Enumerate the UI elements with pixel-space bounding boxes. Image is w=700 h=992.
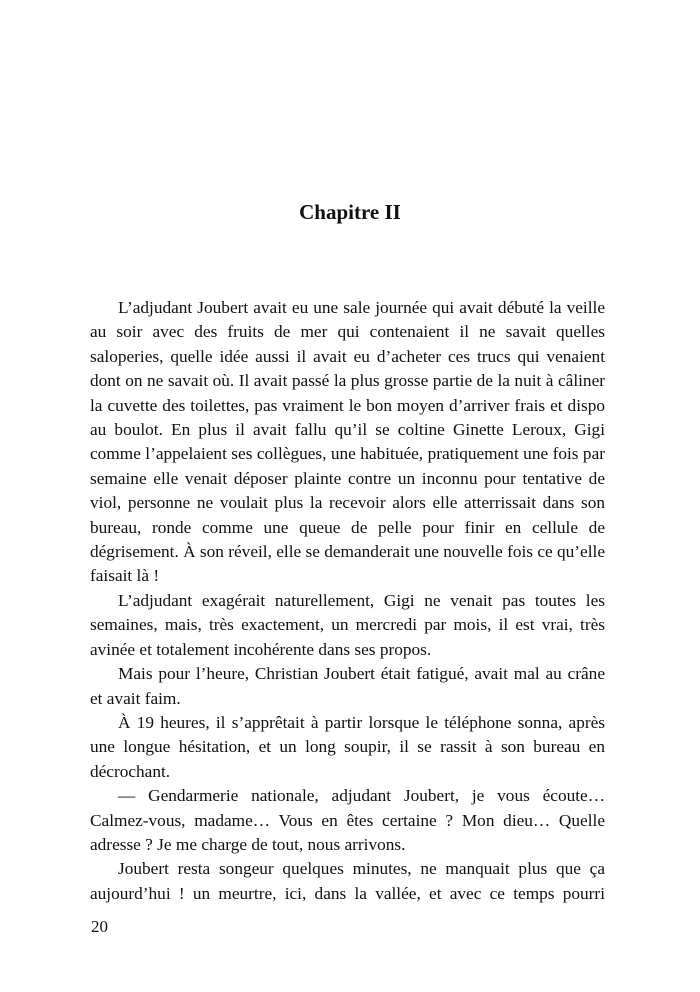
paragraph: À 19 heures, il s’apprêtait à partir lorsque le téléphone sonna, après une longue hésitation, et un long soupir, il se rassit à son bureau en décrochant. [90,712,605,781]
paragraph: Joubert resta songeur quelques minutes, ne manquait plus que ça aujourd’hui ! un meurtre, ici, dans la vallée, et avec ce temps pourri [90,859,605,903]
chapter-body [90,296,605,906]
paragraph: Mais pour l’heure, Christian Joubert était fatigué, avait mal au crâne et avait faim. [90,664,605,708]
paragraph: L’adjudant exagérait naturellement, Gigi ne venait pas toutes les semaines, mais, très exactement, un mercredi par mois, il est vrai, très avinée et totalement incohérente dans ses propos. [90,590,605,659]
paragraph: — Gendarmerie nationale, adjudant Joubert, je vous écoute… Calmez-vous, madame… Vous en êtes certaine ? Mon dieu… Quelle adresse ? Je me charge de tout, nous arrivons. [90,786,605,854]
paragraph: L’adjudant Joubert avait eu une sale journée qui avait débuté la veille au soir avec des fruits de mer qui contenaient il ne savait quelles saloperies, quelle idée aussi il avait eu d’acheter ces trucs qui venaient dont on ne savait où. Il avait passé la plus grosse partie de la nuit à câliner la cuvette des toilettes, pas vraiment le bon moyen d’arriver frais et dispo au boulot. En plus il avait fallu qu’il se coltine Ginette Leroux, Gigi comme l’appelaient ses collègues, une habituée, pratiquement une fois par semaine elle venait déposer plainte contre un inconnu pour tentative de viol, personne ne voulait plus la recevoir alors elle atterrissait dans son bureau, ronde comme une queue de pelle pour finir en cellule de dégrisement. À son réveil, elle se demanderait une nouvelle fois ce qu’elle faisait là ! [90,298,605,586]
page-number: 20 [91,917,108,936]
chapter-title: Chapitre II [299,200,401,224]
